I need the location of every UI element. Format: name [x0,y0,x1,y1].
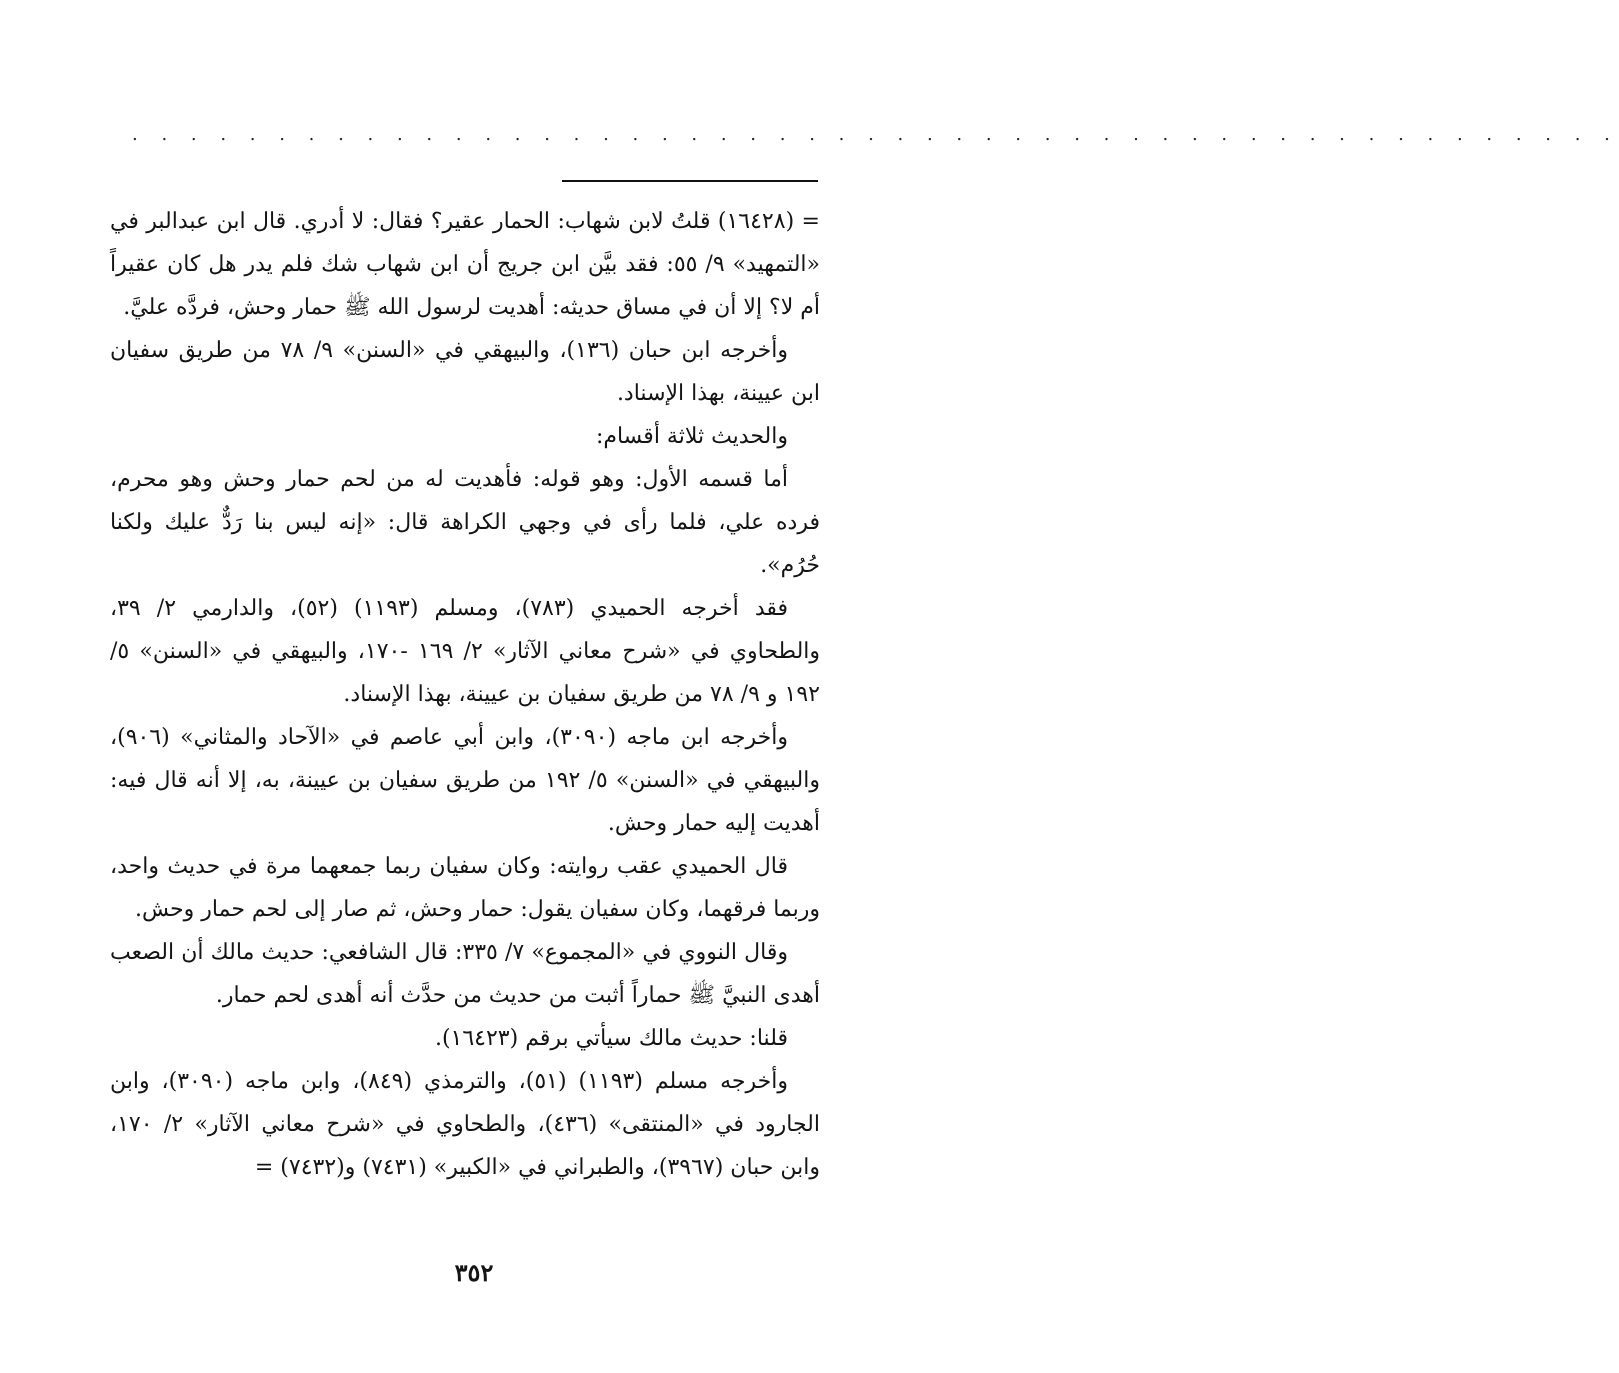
paragraph-humaidi-comment: قال الحميدي عقب روايته: وكان سفيان ربما جمعهما مرة في حديث واحد، وربما فرقهما، وكان سفيان يقول: حمار وحش، ثم صار إلى لحم حمار وحش. [110,854,820,922]
footnote-text [110,200,820,1189]
paragraph-three-parts: والحديث ثلاثة أقسام: [595,424,788,449]
paragraph-nawawi: وقال النووي في «المجموع» ٧/ ٣٣٥: قال الشافعي: حديث مالك أن الصعب أهدى النبيَّ ﷺ حماراً أثبت من حديث من حدَّث أنه أهدى لحم حمار. [110,940,820,1008]
footnote-rule [562,180,818,182]
paragraph-continuation: = (١٦٤٢٨) قلتُ لابن شهاب: الحمار عقير؟ فقال: لا أدري. قال ابن عبدالبر في «التمهيد» ٩/ ٥٥: فقد بيَّن ابن جريج أن ابن شهاب شك فلم يدر هل كان عقيراً أم لا؟ إلا أن في مساق حديثه: أهديت لرسول الله ﷺ حمار وحش، فردَّه عليَّ. [110,209,820,320]
page-number: ٣٥٢ [454,1258,494,1287]
paragraph-muslim-tirmidhi: وأخرجه مسلم (١١٩٣) (٥١)، والترمذي (٨٤٩)، وابن ماجه (٣٠٩٠)، وابن الجارود في «المنتقى» (٤٣٦)، والطحاوي في «شرح معاني الآثار» ٢/ ١٧٠، وابن حبان (٣٩٦٧)، والطبراني في «الكبير» (٧٤٣١) و(٧٤٣٢) = [110,1069,820,1180]
paragraph-ibn-majah: وأخرجه ابن ماجه (٣٠٩٠)، وابن أبي عاصم في «الآحاد والمثاني» (٩٠٦)، والبيهقي في «السنن» ٥/ ١٩٢ من طريق سفيان بن عيينة، به، إلا أنه قال فيه: أهديت إليه حمار وحش. [110,725,820,836]
paragraph-ibn-hibban: وأخرجه ابن حبان (١٣٦)، والبيهقي في «السنن» ٩/ ٧٨ من طريق سفيان ابن عيينة، بهذا الإسناد. [110,338,820,406]
paragraph-first-part: أما قسمه الأول: وهو قوله: فأهديت له من لحم حمار وحش وهو محرم، فرده علي، فلما رأى في وجهي الكراهة قال: «إنه ليس بنا رَدٌّ عليك ولكنا حُرُم». [110,467,820,578]
paragraph-malik-note: قلنا: حديث مالك سيأتي برقم (١٦٤٢٣). [434,1026,788,1051]
paragraph-humaidi-muslim: فقد أخرجه الحميدي (٧٨٣)، ومسلم (١١٩٣) (٥٢)، والدارمي ٢/ ٣٩، والطحاوي في «شرح معاني الآثار» ٢/ ١٦٩ -١٧٠، والبيهقي في «السنن» ٥/ ١٩٢ و ٩/ ٧٨ من طريق سفيان بن عيينة، بهذا الإسناد. [110,596,821,707]
dotted-separator: . . . . . . . . . . . . . . . . . . . . . . . . . . . . . . . . . . . . . . . . . . . . . . . . . . . [132,124,1619,145]
